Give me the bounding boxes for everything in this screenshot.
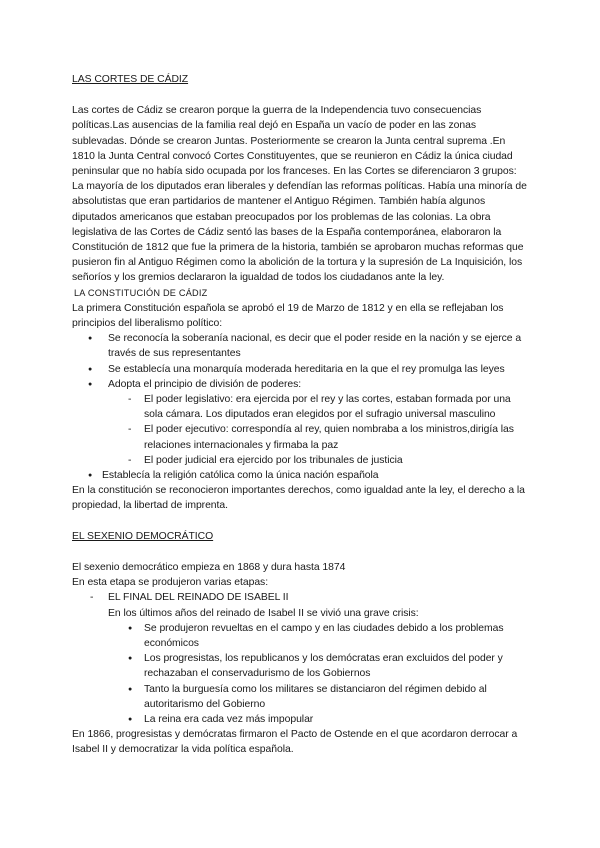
paragraph-cortes-cadiz: Las cortes de Cádiz se crearon porque la guerra de la Independencia tuvo consecuencias políticas.Las ausencias de la familia real dejó en España un vacío de poder en las zonas sublevadas. Dónde se crearon Juntas. Posteriormente se crearon la Junta central suprema .En 1810 la Junta Central convocó Cortes Constituyentes, que se reunieron en Cádiz la única ciudad peninsular que no había sido ocupada por los franceses. En las Cortes se diferenciaron 3 grupos: La mayoría de los diputados eran liberales y defendían las reformas políticas. Había una minoría de absolutistas que eran partidarios de mantener el Antiguo Régimen. También había algunos diputados americanos que estaban preocupados por los problemas de las colonias. La obra legislativa de las Cortes de Cádiz sentó las bases de la España contemporánea, elaboraron la Constitución de 1812 que fue la primera de la historia, también se aprobaron muchas reformas que pusieron fin al Antiguo Régimen como la abolición de la tortura y la supresión de La Inquisición, los señoríos y los gremios declararon la igualdad de todos los ciudadanos ante la ley.: [72, 105, 527, 284]
powers-list: [72, 392, 530, 468]
stage-title: - EL FINAL DEL REINADO DE ISABEL II: [72, 590, 530, 605]
list-item: ● Se produjeron revueltas en el campo y en las ciudades debido a los problemas económicos: [72, 621, 530, 651]
list-item: ● Se establecía una monarquía moderada hereditaria en la que el rey promulga las leyes: [72, 362, 530, 377]
section-title-constitucion: LA CONSTITUCIÓN DE CÁDIZ: [74, 287, 208, 298]
paragraph-sexenio-stages: En esta etapa se produjeron varias etapas:: [72, 577, 269, 589]
list-item: ● Establecía la religión católica como la única nación española: [72, 468, 530, 483]
document-page: [72, 72, 530, 758]
list-item: ● Los progresistas, los republicanos y los demócratas eran excluidos del poder y rechazaban el conservadurismo de los Gobiernos: [72, 651, 530, 681]
list-item: ● Adopta el principio de división de poderes:: [72, 377, 530, 392]
principles-list: [72, 331, 530, 392]
stages-list: [72, 590, 530, 605]
list-item: - El poder ejecutivo: correspondía al rey, quien nombraba a los ministros,dirigía las relaciones internacionales y firmaba la paz: [72, 422, 530, 452]
list-item: ● Se reconocía la soberanía nacional, es decir que el poder reside en la nación y se ejerce a través de sus representantes: [72, 331, 530, 361]
section-title-cortes-cadiz: LAS CORTES DE CÁDIZ: [72, 74, 189, 85]
crisis-list: [72, 621, 530, 727]
paragraph-constitucion-rights: En la constitución se reconocieron importantes derechos, como igualdad ante la ley, el derecho a la propiedad, la libertad de imprenta.: [72, 485, 525, 512]
paragraph-sexenio-dates: El sexenio democrático empieza en 1868 y dura hasta 1874: [72, 561, 346, 573]
list-item: ● La reina era cada vez más impopular: [72, 712, 530, 727]
paragraph-pacto-ostende: En 1866, progresistas y demócratas firmaron el Pacto de Ostende en el que acordaron derrocar a Isabel II y democratizar la vida política española.: [72, 729, 518, 756]
list-item: - El poder judicial era ejercido por los tribunales de justicia: [72, 453, 530, 468]
list-item: - El poder legislativo: era ejercida por el rey y las cortes, estaban formada por una sola cámara. Los diputados eran elegidos por el sufragio universal masculino: [72, 392, 530, 422]
paragraph-crisis-intro: En los últimos años del reinado de Isabel II se vivió una grave crisis:: [108, 607, 419, 619]
section-title-sexenio: EL SEXENIO DEMOCRÁTICO: [72, 530, 214, 542]
paragraph-constitucion-intro: La primera Constitución española se aprobó el 19 de Marzo de 1812 y en ella se reflejaban los principios del liberalismo político:: [72, 302, 504, 330]
list-item: ● Tanto la burguesía como los militares se distanciaron del régimen debido al autoritarismo del Gobierno: [72, 682, 530, 712]
religion-list: [72, 468, 530, 483]
